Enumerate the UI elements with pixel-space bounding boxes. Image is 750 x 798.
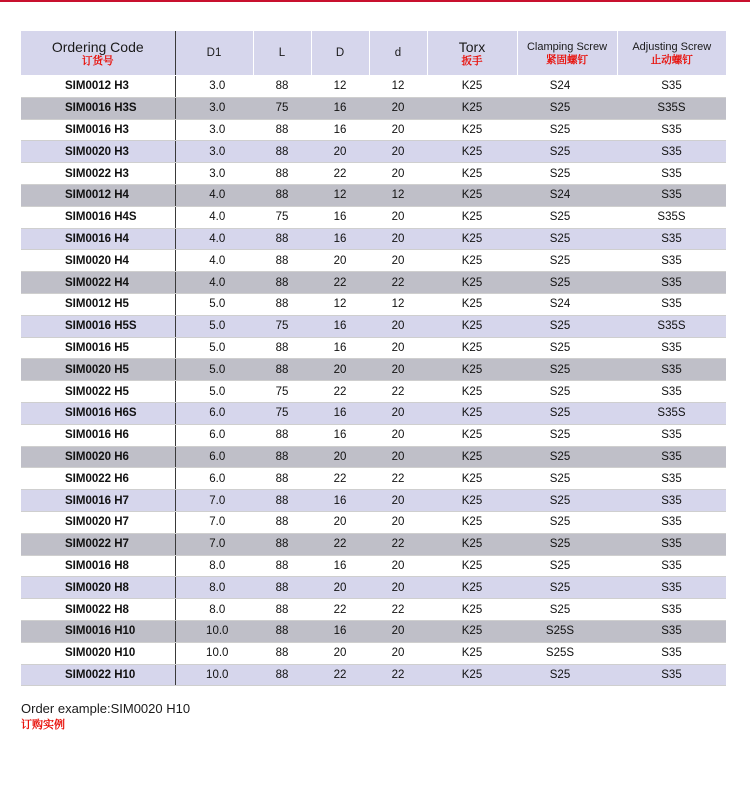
top-divider-rule xyxy=(0,0,750,2)
cell-adjusting-screw: S35 xyxy=(617,555,726,577)
cell-d-lower: 20 xyxy=(369,511,427,533)
cell-clamping-screw: S25 xyxy=(517,250,617,272)
cell-l: 88 xyxy=(253,272,311,294)
cell-d-lower: 22 xyxy=(369,664,427,686)
cell-d-lower: 20 xyxy=(369,250,427,272)
cell-l: 88 xyxy=(253,555,311,577)
cell-torx: K25 xyxy=(427,424,517,446)
cell-d-lower: 20 xyxy=(369,359,427,381)
table-row xyxy=(21,97,726,119)
cell-adjusting-screw: S35 xyxy=(617,163,726,185)
header-d-lower-label: d xyxy=(394,46,402,59)
cell-adjusting-screw: S35 xyxy=(617,468,726,490)
cell-ordering-code: SIM0020 H7 xyxy=(21,511,175,533)
cell-l: 88 xyxy=(253,424,311,446)
cell-clamping-screw: S25 xyxy=(517,402,617,424)
cell-l: 88 xyxy=(253,620,311,642)
cell-d-upper: 22 xyxy=(311,381,369,403)
cell-clamping-screw: S25 xyxy=(517,119,617,141)
cell-l: 88 xyxy=(253,76,311,98)
cell-d-upper: 16 xyxy=(311,119,369,141)
cell-d1: 4.0 xyxy=(175,184,253,206)
cell-adjusting-screw: S35 xyxy=(617,293,726,315)
cell-d-lower: 22 xyxy=(369,381,427,403)
cell-ordering-code: SIM0016 H5S xyxy=(21,315,175,337)
cell-d-lower: 20 xyxy=(369,446,427,468)
cell-adjusting-screw: S35S xyxy=(617,315,726,337)
header-d-lower xyxy=(369,31,427,76)
cell-ordering-code: SIM0012 H3 xyxy=(21,76,175,98)
cell-clamping-screw: S24 xyxy=(517,184,617,206)
cell-torx: K25 xyxy=(427,141,517,163)
header-ordering-code xyxy=(21,31,175,76)
cell-torx: K25 xyxy=(427,642,517,664)
cell-ordering-code: SIM0022 H10 xyxy=(21,664,175,686)
table-row xyxy=(21,228,726,250)
cell-adjusting-screw: S35 xyxy=(617,642,726,664)
cell-torx: K25 xyxy=(427,446,517,468)
cell-l: 88 xyxy=(253,163,311,185)
cell-clamping-screw: S25 xyxy=(517,511,617,533)
cell-clamping-screw: S25 xyxy=(517,206,617,228)
cell-d-lower: 20 xyxy=(369,555,427,577)
cell-d1: 4.0 xyxy=(175,250,253,272)
cell-adjusting-screw: S35 xyxy=(617,381,726,403)
cell-d-upper: 20 xyxy=(311,446,369,468)
cell-l: 75 xyxy=(253,402,311,424)
cell-d-lower: 20 xyxy=(369,315,427,337)
cell-d1: 3.0 xyxy=(175,141,253,163)
cell-d1: 4.0 xyxy=(175,272,253,294)
cell-d-upper: 16 xyxy=(311,337,369,359)
cell-clamping-screw: S25 xyxy=(517,599,617,621)
cell-clamping-screw: S25 xyxy=(517,424,617,446)
cell-clamping-screw: S24 xyxy=(517,293,617,315)
cell-ordering-code: SIM0022 H3 xyxy=(21,163,175,185)
cell-d-lower: 12 xyxy=(369,184,427,206)
table-row xyxy=(21,141,726,163)
cell-d-upper: 16 xyxy=(311,620,369,642)
cell-l: 88 xyxy=(253,664,311,686)
cell-adjusting-screw: S35 xyxy=(617,76,726,98)
cell-ordering-code: SIM0020 H4 xyxy=(21,250,175,272)
cell-d-lower: 20 xyxy=(369,228,427,250)
header-adjusting-screw-cn: 止动螺钉 xyxy=(650,53,693,66)
header-clamping-screw-cn: 紧固螺钉 xyxy=(546,53,588,66)
cell-torx: K25 xyxy=(427,468,517,490)
cell-adjusting-screw: S35 xyxy=(617,446,726,468)
header-row xyxy=(21,31,726,76)
cell-d1: 5.0 xyxy=(175,381,253,403)
cell-ordering-code: SIM0022 H8 xyxy=(21,599,175,621)
cell-d-upper: 20 xyxy=(311,250,369,272)
cell-ordering-code: SIM0022 H5 xyxy=(21,381,175,403)
cell-torx: K25 xyxy=(427,599,517,621)
cell-d1: 4.0 xyxy=(175,228,253,250)
table-row xyxy=(21,490,726,512)
cell-clamping-screw: S25 xyxy=(517,315,617,337)
cell-adjusting-screw: S35 xyxy=(617,272,726,294)
header-torx-label: Torx xyxy=(458,39,486,55)
cell-l: 88 xyxy=(253,446,311,468)
cell-ordering-code: SIM0016 H10 xyxy=(21,620,175,642)
cell-ordering-code: SIM0016 H8 xyxy=(21,555,175,577)
cell-ordering-code: SIM0016 H4 xyxy=(21,228,175,250)
cell-d1: 8.0 xyxy=(175,577,253,599)
cell-d1: 10.0 xyxy=(175,620,253,642)
order-example: Order example:SIM0020 H10 xyxy=(21,701,191,716)
cell-ordering-code: SIM0012 H4 xyxy=(21,184,175,206)
order-example-cn: 订购实例 xyxy=(21,719,65,731)
cell-adjusting-screw: S35 xyxy=(617,337,726,359)
cell-d-lower: 22 xyxy=(369,468,427,490)
cell-adjusting-screw: S35 xyxy=(617,577,726,599)
cell-clamping-screw: S25S xyxy=(517,642,617,664)
cell-ordering-code: SIM0022 H6 xyxy=(21,468,175,490)
cell-torx: K25 xyxy=(427,664,517,686)
cell-torx: K25 xyxy=(427,272,517,294)
cell-d-upper: 16 xyxy=(311,402,369,424)
header-d1-label: D1 xyxy=(206,46,222,59)
cell-l: 88 xyxy=(253,228,311,250)
cell-d-lower: 20 xyxy=(369,163,427,185)
cell-clamping-screw: S25 xyxy=(517,141,617,163)
cell-torx: K25 xyxy=(427,184,517,206)
spec-table xyxy=(21,31,726,686)
cell-d1: 4.0 xyxy=(175,206,253,228)
cell-adjusting-screw: S35 xyxy=(617,250,726,272)
cell-d-upper: 16 xyxy=(311,315,369,337)
cell-clamping-screw: S25 xyxy=(517,555,617,577)
cell-torx: K25 xyxy=(427,293,517,315)
header-ordering-code-cn: 订货号 xyxy=(82,55,114,67)
cell-d-upper: 20 xyxy=(311,577,369,599)
cell-d-lower: 12 xyxy=(369,76,427,98)
table-row xyxy=(21,664,726,686)
table-row xyxy=(21,272,726,294)
cell-ordering-code: SIM0020 H3 xyxy=(21,141,175,163)
cell-d1: 8.0 xyxy=(175,555,253,577)
cell-adjusting-screw: S35 xyxy=(617,599,726,621)
cell-d-upper: 22 xyxy=(311,272,369,294)
cell-ordering-code: SIM0016 H3 xyxy=(21,119,175,141)
table-row xyxy=(21,119,726,141)
cell-l: 75 xyxy=(253,97,311,119)
cell-d-upper: 16 xyxy=(311,490,369,512)
cell-clamping-screw: S25 xyxy=(517,337,617,359)
header-adjusting-screw-label: Adjusting Screw xyxy=(632,40,712,53)
cell-adjusting-screw: S35 xyxy=(617,533,726,555)
cell-d1: 7.0 xyxy=(175,490,253,512)
cell-l: 88 xyxy=(253,511,311,533)
cell-d-lower: 20 xyxy=(369,206,427,228)
header-d-upper xyxy=(311,31,369,76)
cell-torx: K25 xyxy=(427,359,517,381)
cell-d-lower: 22 xyxy=(369,599,427,621)
cell-ordering-code: SIM0016 H4S xyxy=(21,206,175,228)
cell-clamping-screw: S25 xyxy=(517,381,617,403)
cell-l: 88 xyxy=(253,293,311,315)
cell-l: 88 xyxy=(253,490,311,512)
cell-d-lower: 22 xyxy=(369,272,427,294)
table-row xyxy=(21,315,726,337)
cell-adjusting-screw: S35 xyxy=(617,424,726,446)
cell-clamping-screw: S25 xyxy=(517,533,617,555)
cell-d-upper: 12 xyxy=(311,76,369,98)
table-body xyxy=(21,76,726,686)
cell-d-lower: 20 xyxy=(369,119,427,141)
cell-adjusting-screw: S35S xyxy=(617,97,726,119)
cell-d1: 5.0 xyxy=(175,293,253,315)
cell-torx: K25 xyxy=(427,163,517,185)
cell-torx: K25 xyxy=(427,228,517,250)
cell-clamping-screw: S25 xyxy=(517,163,617,185)
cell-d1: 5.0 xyxy=(175,337,253,359)
cell-torx: K25 xyxy=(427,315,517,337)
cell-adjusting-screw: S35 xyxy=(617,664,726,686)
cell-ordering-code: SIM0016 H6 xyxy=(21,424,175,446)
cell-l: 88 xyxy=(253,599,311,621)
cell-d-upper: 22 xyxy=(311,163,369,185)
cell-clamping-screw: S25 xyxy=(517,577,617,599)
cell-l: 88 xyxy=(253,577,311,599)
header-l xyxy=(253,31,311,76)
cell-torx: K25 xyxy=(427,119,517,141)
cell-d-lower: 20 xyxy=(369,642,427,664)
cell-l: 88 xyxy=(253,337,311,359)
header-clamping-screw xyxy=(517,31,617,76)
table-row xyxy=(21,642,726,664)
cell-ordering-code: SIM0022 H4 xyxy=(21,272,175,294)
cell-torx: K25 xyxy=(427,381,517,403)
cell-l: 88 xyxy=(253,141,311,163)
cell-torx: K25 xyxy=(427,402,517,424)
cell-clamping-screw: S24 xyxy=(517,76,617,98)
cell-l: 75 xyxy=(253,206,311,228)
cell-d1: 6.0 xyxy=(175,446,253,468)
cell-d-upper: 20 xyxy=(311,141,369,163)
header-d1 xyxy=(175,31,253,76)
cell-ordering-code: SIM0012 H5 xyxy=(21,293,175,315)
cell-d1: 3.0 xyxy=(175,163,253,185)
cell-d1: 3.0 xyxy=(175,119,253,141)
cell-clamping-screw: S25 xyxy=(517,97,617,119)
cell-ordering-code: SIM0020 H8 xyxy=(21,577,175,599)
cell-d-lower: 20 xyxy=(369,424,427,446)
header-l-label: L xyxy=(278,46,286,59)
cell-adjusting-screw: S35 xyxy=(617,511,726,533)
cell-d1: 10.0 xyxy=(175,642,253,664)
table-row xyxy=(21,402,726,424)
cell-d-lower: 20 xyxy=(369,141,427,163)
cell-d-lower: 20 xyxy=(369,490,427,512)
cell-d1: 3.0 xyxy=(175,76,253,98)
cell-adjusting-screw: S35 xyxy=(617,184,726,206)
cell-d-upper: 20 xyxy=(311,359,369,381)
cell-torx: K25 xyxy=(427,206,517,228)
cell-l: 88 xyxy=(253,359,311,381)
cell-d-upper: 12 xyxy=(311,184,369,206)
table-row xyxy=(21,206,726,228)
cell-torx: K25 xyxy=(427,577,517,599)
cell-torx: K25 xyxy=(427,511,517,533)
cell-l: 88 xyxy=(253,642,311,664)
table-row xyxy=(21,359,726,381)
cell-torx: K25 xyxy=(427,76,517,98)
table-row xyxy=(21,555,726,577)
cell-d-upper: 20 xyxy=(311,511,369,533)
cell-torx: K25 xyxy=(427,620,517,642)
cell-d-upper: 16 xyxy=(311,424,369,446)
cell-torx: K25 xyxy=(427,337,517,359)
header-torx xyxy=(427,31,517,76)
table-row xyxy=(21,293,726,315)
table-row xyxy=(21,184,726,206)
cell-adjusting-screw: S35 xyxy=(617,119,726,141)
cell-d1: 5.0 xyxy=(175,315,253,337)
cell-torx: K25 xyxy=(427,533,517,555)
cell-d-upper: 22 xyxy=(311,664,369,686)
cell-d1: 6.0 xyxy=(175,424,253,446)
cell-clamping-screw: S25 xyxy=(517,446,617,468)
cell-ordering-code: SIM0016 H7 xyxy=(21,490,175,512)
table-row xyxy=(21,250,726,272)
table-row xyxy=(21,424,726,446)
cell-d-lower: 20 xyxy=(369,402,427,424)
cell-adjusting-screw: S35 xyxy=(617,228,726,250)
cell-l: 88 xyxy=(253,119,311,141)
table-row xyxy=(21,76,726,98)
cell-l: 88 xyxy=(253,184,311,206)
cell-d1: 8.0 xyxy=(175,599,253,621)
cell-clamping-screw: S25 xyxy=(517,272,617,294)
cell-d1: 3.0 xyxy=(175,97,253,119)
cell-d-upper: 22 xyxy=(311,533,369,555)
cell-d1: 7.0 xyxy=(175,511,253,533)
cell-d-lower: 20 xyxy=(369,97,427,119)
cell-clamping-screw: S25 xyxy=(517,664,617,686)
cell-adjusting-screw: S35S xyxy=(617,402,726,424)
table-row xyxy=(21,468,726,490)
header-torx-cn: 扳手 xyxy=(461,55,483,67)
table-row xyxy=(21,620,726,642)
cell-ordering-code: SIM0020 H5 xyxy=(21,359,175,381)
table-row xyxy=(21,511,726,533)
cell-adjusting-screw: S35S xyxy=(617,206,726,228)
cell-adjusting-screw: S35 xyxy=(617,490,726,512)
cell-clamping-screw: S25 xyxy=(517,228,617,250)
cell-adjusting-screw: S35 xyxy=(617,359,726,381)
cell-torx: K25 xyxy=(427,97,517,119)
cell-adjusting-screw: S35 xyxy=(617,141,726,163)
cell-clamping-screw: S25 xyxy=(517,490,617,512)
cell-d-lower: 20 xyxy=(369,620,427,642)
cell-ordering-code: SIM0016 H6S xyxy=(21,402,175,424)
cell-torx: K25 xyxy=(427,250,517,272)
cell-d-upper: 12 xyxy=(311,293,369,315)
cell-l: 75 xyxy=(253,315,311,337)
cell-l: 75 xyxy=(253,381,311,403)
cell-d-upper: 20 xyxy=(311,642,369,664)
cell-l: 88 xyxy=(253,250,311,272)
cell-l: 88 xyxy=(253,468,311,490)
cell-ordering-code: SIM0020 H10 xyxy=(21,642,175,664)
cell-ordering-code: SIM0016 H5 xyxy=(21,337,175,359)
cell-d-upper: 22 xyxy=(311,599,369,621)
cell-d-upper: 16 xyxy=(311,555,369,577)
table-row xyxy=(21,337,726,359)
cell-ordering-code: SIM0022 H7 xyxy=(21,533,175,555)
cell-ordering-code: SIM0016 H3S xyxy=(21,97,175,119)
cell-ordering-code: SIM0020 H6 xyxy=(21,446,175,468)
table-row xyxy=(21,577,726,599)
cell-d1: 6.0 xyxy=(175,468,253,490)
cell-torx: K25 xyxy=(427,490,517,512)
table-row xyxy=(21,381,726,403)
cell-d-upper: 16 xyxy=(311,97,369,119)
cell-l: 88 xyxy=(253,533,311,555)
cell-d1: 7.0 xyxy=(175,533,253,555)
header-clamping-screw-label: Clamping Screw xyxy=(526,40,608,53)
header-ordering-code-label: Ordering Code xyxy=(51,39,144,55)
table-row xyxy=(21,446,726,468)
cell-d-lower: 20 xyxy=(369,337,427,359)
cell-d-upper: 16 xyxy=(311,206,369,228)
table-row xyxy=(21,533,726,555)
cell-d-lower: 20 xyxy=(369,577,427,599)
cell-d1: 5.0 xyxy=(175,359,253,381)
cell-d-upper: 16 xyxy=(311,228,369,250)
header-adjusting-screw xyxy=(617,31,726,76)
table-header xyxy=(21,31,726,76)
table-row xyxy=(21,163,726,185)
cell-d-lower: 22 xyxy=(369,533,427,555)
cell-d1: 10.0 xyxy=(175,664,253,686)
cell-clamping-screw: S25 xyxy=(517,468,617,490)
table-row xyxy=(21,599,726,621)
cell-d-lower: 12 xyxy=(369,293,427,315)
cell-d-upper: 22 xyxy=(311,468,369,490)
cell-torx: K25 xyxy=(427,555,517,577)
header-d-upper-label: D xyxy=(335,46,345,59)
cell-adjusting-screw: S35 xyxy=(617,620,726,642)
cell-d1: 6.0 xyxy=(175,402,253,424)
cell-clamping-screw: S25S xyxy=(517,620,617,642)
cell-clamping-screw: S25 xyxy=(517,359,617,381)
